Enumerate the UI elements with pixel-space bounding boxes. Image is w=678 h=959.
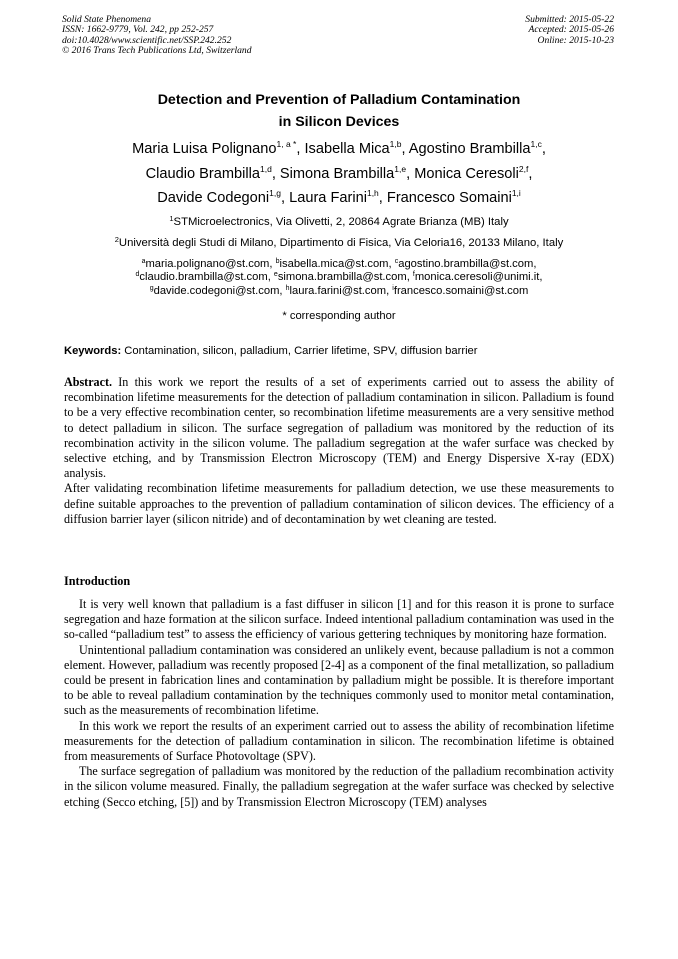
- abstract: [64, 375, 614, 527]
- email-sup: c: [394, 258, 399, 265]
- affiliation-2: [30, 236, 648, 250]
- email-sep: ,: [539, 271, 543, 284]
- author-sup: 1,b: [389, 139, 402, 149]
- author-sep: ,: [378, 190, 387, 206]
- introduction-heading: Introduction: [64, 574, 131, 588]
- title-line-1: Detection and Prevention of Palladium Contamination: [157, 92, 521, 108]
- email-line-1: [30, 258, 648, 271]
- email-sup: h: [285, 284, 290, 292]
- email-line-2: [30, 271, 648, 284]
- author-sup: 1,e: [394, 163, 407, 174]
- doi-line: doi:10.4028/www.scientific.net/SSP.242.252: [62, 34, 232, 46]
- email-address: monica.ceresoli@unimi.it: [414, 271, 540, 284]
- email-address: davide.codegoni@st.com: [153, 284, 280, 297]
- email-address: simona.brambilla@st.com: [277, 271, 407, 284]
- author-sep: ,: [401, 141, 409, 157]
- email-sup: f: [412, 271, 415, 279]
- title-line-2: in Silicon Devices: [278, 114, 400, 130]
- author-sup: 2,f: [518, 163, 529, 174]
- affiliation-sup: 2: [114, 235, 119, 244]
- journal-info: [62, 15, 252, 57]
- author-sup: 1,h: [366, 188, 379, 198]
- email-sup: g: [149, 284, 154, 292]
- email-sep: ,: [267, 271, 274, 284]
- email-sup: e: [273, 271, 278, 279]
- affiliation-text: STMicroelectronics, Via Olivetti, 2, 20864 Agrate Brianza (MB) Italy: [173, 216, 509, 228]
- author-name: Francesco Somaini: [386, 190, 512, 206]
- submission-dates: [525, 15, 614, 46]
- author-sep: ,: [296, 141, 305, 157]
- author-name: Simona Brambilla: [279, 165, 395, 182]
- author-name: Agostino Brambilla: [408, 141, 531, 157]
- keywords-text: Contamination, silicon, palladium, Carrier lifetime, SPV, diffusion barrier: [121, 345, 478, 357]
- author-name: Claudio Brambilla: [145, 165, 260, 182]
- copyright-line: © 2016 Trans Tech Publications Ltd, Switzerland: [62, 45, 252, 57]
- author-line-2: [40, 162, 638, 187]
- intro-paragraph: It is very well known that palladium is a fast diffuser in silicon [1] and for this reason it is prone to surface segregation and haze formation at the silicon surface. Indeed intentional palladium contamination was used in the so-called “palladium test” to assess the efficiency of various gettering techniques by monitoring haze formation.: [64, 597, 614, 642]
- paper-title: [40, 89, 638, 133]
- email-address: maria.polignano@st.com: [145, 258, 270, 270]
- author-sup: 1,c: [530, 139, 542, 149]
- email-sup: d: [135, 271, 140, 279]
- email-sep: ,: [533, 258, 537, 270]
- issn-line: ISSN: 1662-9779, Vol. 242, pp 252-257: [62, 24, 214, 36]
- author-line-3: [40, 186, 638, 211]
- author-name: Davide Codegoni: [157, 190, 270, 206]
- email-list: [30, 258, 648, 298]
- email-sep: ,: [406, 271, 413, 284]
- affiliation-text: Università degli Studi di Milano, Dipartimento di Fisica, Via Celoria16, 20133 Milano, Italy: [118, 237, 564, 249]
- author-name: Isabella Mica: [304, 141, 390, 157]
- submitted-date: Submitted: 2015-05-22: [525, 14, 614, 25]
- author-name: Laura Farini: [289, 190, 367, 206]
- email-line-3: [30, 285, 648, 298]
- abstract-text: In this work we report the results of a set of experiments carried out to assess the ability of recombination lifetime measurements for the detection of palladium contamination in silicon. Palladium is found to be a very effective recombination center, so recombination lifetime measurements are a very sensitive method to detect palladium in silicon. The surface segregation of palladium was monitored by the reduction of its recombination activity in the silicon volume. The palladium segregation at the wafer surface was checked by selective etching, and by Transmission Electron Microscopy (TEM) and Energy Dispersive X-ray (EDX) analysis.: [64, 375, 614, 481]
- abstract-label: Abstract.: [64, 375, 113, 389]
- email-address: claudio.brambilla@st.com: [139, 271, 268, 284]
- email-address: laura.farini@st.com: [289, 284, 387, 297]
- keywords-label: Keywords:: [64, 345, 122, 357]
- introduction-body: [64, 597, 614, 810]
- email-sep: ,: [279, 284, 286, 297]
- author-sup: 1, a *: [276, 139, 297, 149]
- abstract-paragraph-1: [64, 375, 614, 481]
- author-sup: 1,i: [511, 188, 521, 198]
- accepted-date: Accepted: 2015-05-26: [528, 24, 614, 36]
- author-list: [40, 137, 638, 211]
- email-address: isabella.mica@st.com: [279, 258, 389, 270]
- online-date: Online: 2015-10-23: [537, 34, 614, 46]
- intro-paragraph: Unintentional palladium contamination was considered an unlikely event, because palladium is not a common element. However, palladium was recently proposed [2-4] as a component of the final metallization, so palladium could be present in fabrication lines and contamination by palladium might be possible. It is therefore important to be able to reveal palladium contamination by the techniques commonly used to monitor metal contamination, such as the measurements of recombination lifetime.: [64, 642, 614, 718]
- author-name: Maria Luisa Polignano: [132, 141, 277, 157]
- affiliation-sup: 1: [169, 214, 174, 223]
- email-sup: i: [392, 284, 394, 292]
- author-sep: ,: [271, 165, 280, 182]
- abstract-paragraph-2: After validating recombination lifetime measurements for palladium detection, we use these measurements to define suitable approaches to the prevention of palladium contamination of silicon devices. The efficiency of a diffusion barrier layer (silicon nitride) and of decontamination by wet cleaning are tested.: [64, 481, 614, 526]
- email-sup: b: [275, 258, 280, 265]
- journal-name: Solid State Phenomena: [62, 14, 151, 25]
- email-sep: ,: [388, 258, 395, 270]
- email-sep: ,: [269, 258, 276, 270]
- author-sup: 1,d: [259, 163, 272, 174]
- corresponding-author-note: * corresponding author: [282, 310, 396, 322]
- author-sep: ,: [280, 190, 290, 206]
- email-sep: ,: [386, 284, 393, 297]
- affiliation-1: [30, 215, 648, 229]
- email-address: agostino.brambilla@st.com: [398, 258, 534, 270]
- keywords: [64, 344, 616, 358]
- author-line-1: [40, 137, 638, 162]
- email-sup: a: [141, 258, 146, 265]
- author-sep: ,: [528, 165, 533, 182]
- author-sup: 1,g: [269, 188, 281, 198]
- author-sep: ,: [541, 141, 546, 157]
- intro-paragraph: In this work we report the results of an experiment carried out to assess the ability of recombination lifetime measurements for the detection of palladium contamination in silicon. The recombination lifetime is obtained from measurements of Surface Photovoltage (SPV).: [64, 718, 614, 764]
- email-address: francesco.somaini@st.com: [393, 284, 529, 297]
- author-sep: ,: [406, 165, 415, 182]
- author-name: Monica Ceresoli: [414, 165, 519, 182]
- intro-paragraph: The surface segregation of palladium was monitored by the reduction of the palladium recombination activity in the silicon volume measured. Finally, the palladium segregation at the wafer surface was checked by selective etching (Secco etching, [5]) and by Transmission Electron Microscopy (TEM) analyses: [64, 764, 614, 809]
